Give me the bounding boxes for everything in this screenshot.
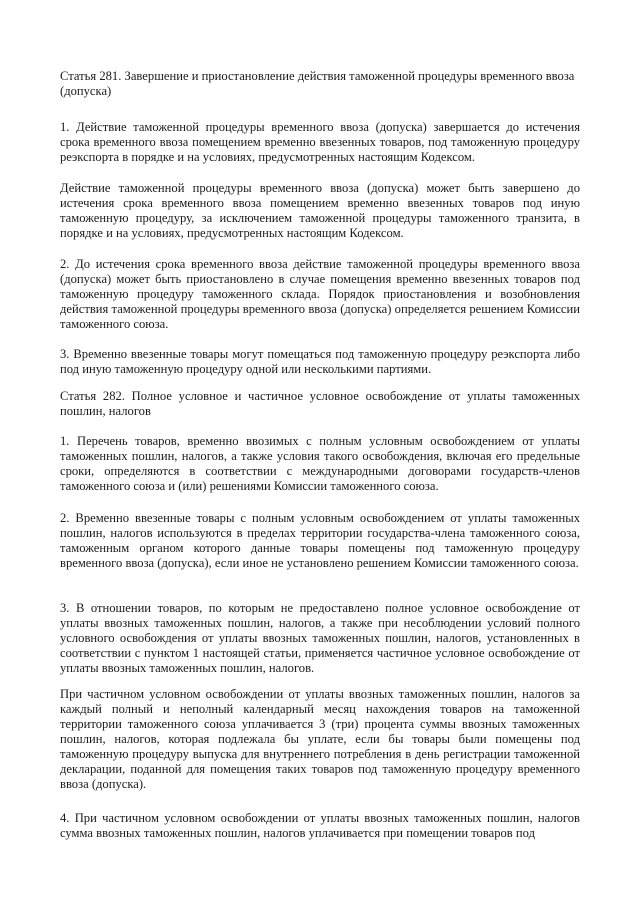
article-282-clause-3-part-2: При частичном условном освобождении от уплаты ввозных таможенных пошлин, налогов за каждый полный и неполный календарный месяц нахождения товаров на таможенной территории таможенного союза уплачивается 3 (три) процента суммы ввозных таможенных пошлин, налогов, которая подлежала бы уплате, если бы товары были помещены под таможенную процедуру выпуска для внутреннего потребления в день регистрации таможенной декларации, поданной для помещения таких товаров под таможенную процедуру временного ввоза (допуска). xyxy=(60,687,580,791)
article-281-clause-1-part-2: Действие таможенной процедуры временного ввоза (допуска) может быть завершено до истечения срока временного ввоза помещением временно ввезенных товаров под иную таможенную процедуру, за исключением таможенной процедуры таможенного транзита, в порядке и на условиях, предусмотренных настоящим Кодексом. xyxy=(60,181,580,240)
article-282-clause-3: 3. В отношении товаров, по которым не предоставлено полное условное освобождение от уплаты ввозных таможенных пошлин, налогов, а также при несоблюдении условий полного условного освобождения от уплаты ввозных таможенных пошлин, налогов, установленных в соответствии с пунктом 1 настоящей статьи, применяется частичное условное освобождение от уплаты ввозных таможенных пошлин, налогов. xyxy=(60,601,580,675)
article-282-clause-2: 2. Временно ввезенные товары с полным условным освобождением от уплаты таможенных пошлин, налогов используются в пределах территории государства-члена таможенного союза, таможенным органом которого данные товары помещены под таможенную процедуру временного ввоза (допуска), если иное не установлено решением Комиссии таможенного союза. xyxy=(60,511,580,570)
article-282-clause-4: 4. При частичном условном освобождении от уплаты ввозных таможенных пошлин, налогов сумма ввозных таможенных пошлин, налогов уплачивается при помещении товаров под xyxy=(60,811,580,840)
article-281-heading: Статья 281. Завершение и приостановление действия таможенной процедуры временного ввоза (допуска) xyxy=(60,69,575,98)
article-281-clause-2: 2. До истечения срока временного ввоза действие таможенной процедуры временного ввоза (допуска) может быть приостановлено в случае помещения временно ввезенных товаров под таможенную процедуру таможенного склада. Порядок приостановления и возобновления действия таможенной процедуры временного ввоза (допуска) определяется решением Комиссии таможенного союза. xyxy=(60,257,580,331)
article-282-heading: Статья 282. Полное условное и частичное условное освобождение от уплаты таможенных пошлин, налогов xyxy=(60,389,580,418)
article-281-clause-3: 3. Временно ввезенные товары могут помещаться под таможенную процедуру реэкспорта либо под иную таможенную процедуру одной или несколькими партиями. xyxy=(60,347,580,376)
article-281-clause-1: 1. Действие таможенной процедуры временного ввоза (допуска) завершается до истечения срока временного ввоза помещением временно ввезенных товаров, под таможенную процедуру реэкспорта в порядке и на условиях, предусмотренных настоящим Кодексом. xyxy=(60,120,580,164)
article-282-clause-1: 1. Перечень товаров, временно ввозимых с полным условным освобождением от уплаты таможенных пошлин, налогов, а также условия такого освобождения, включая его предельные сроки, определяются в соответствии с международными договорами государств-членов таможенного союза и (или) решениями Комиссии таможенного союза. xyxy=(60,434,580,493)
